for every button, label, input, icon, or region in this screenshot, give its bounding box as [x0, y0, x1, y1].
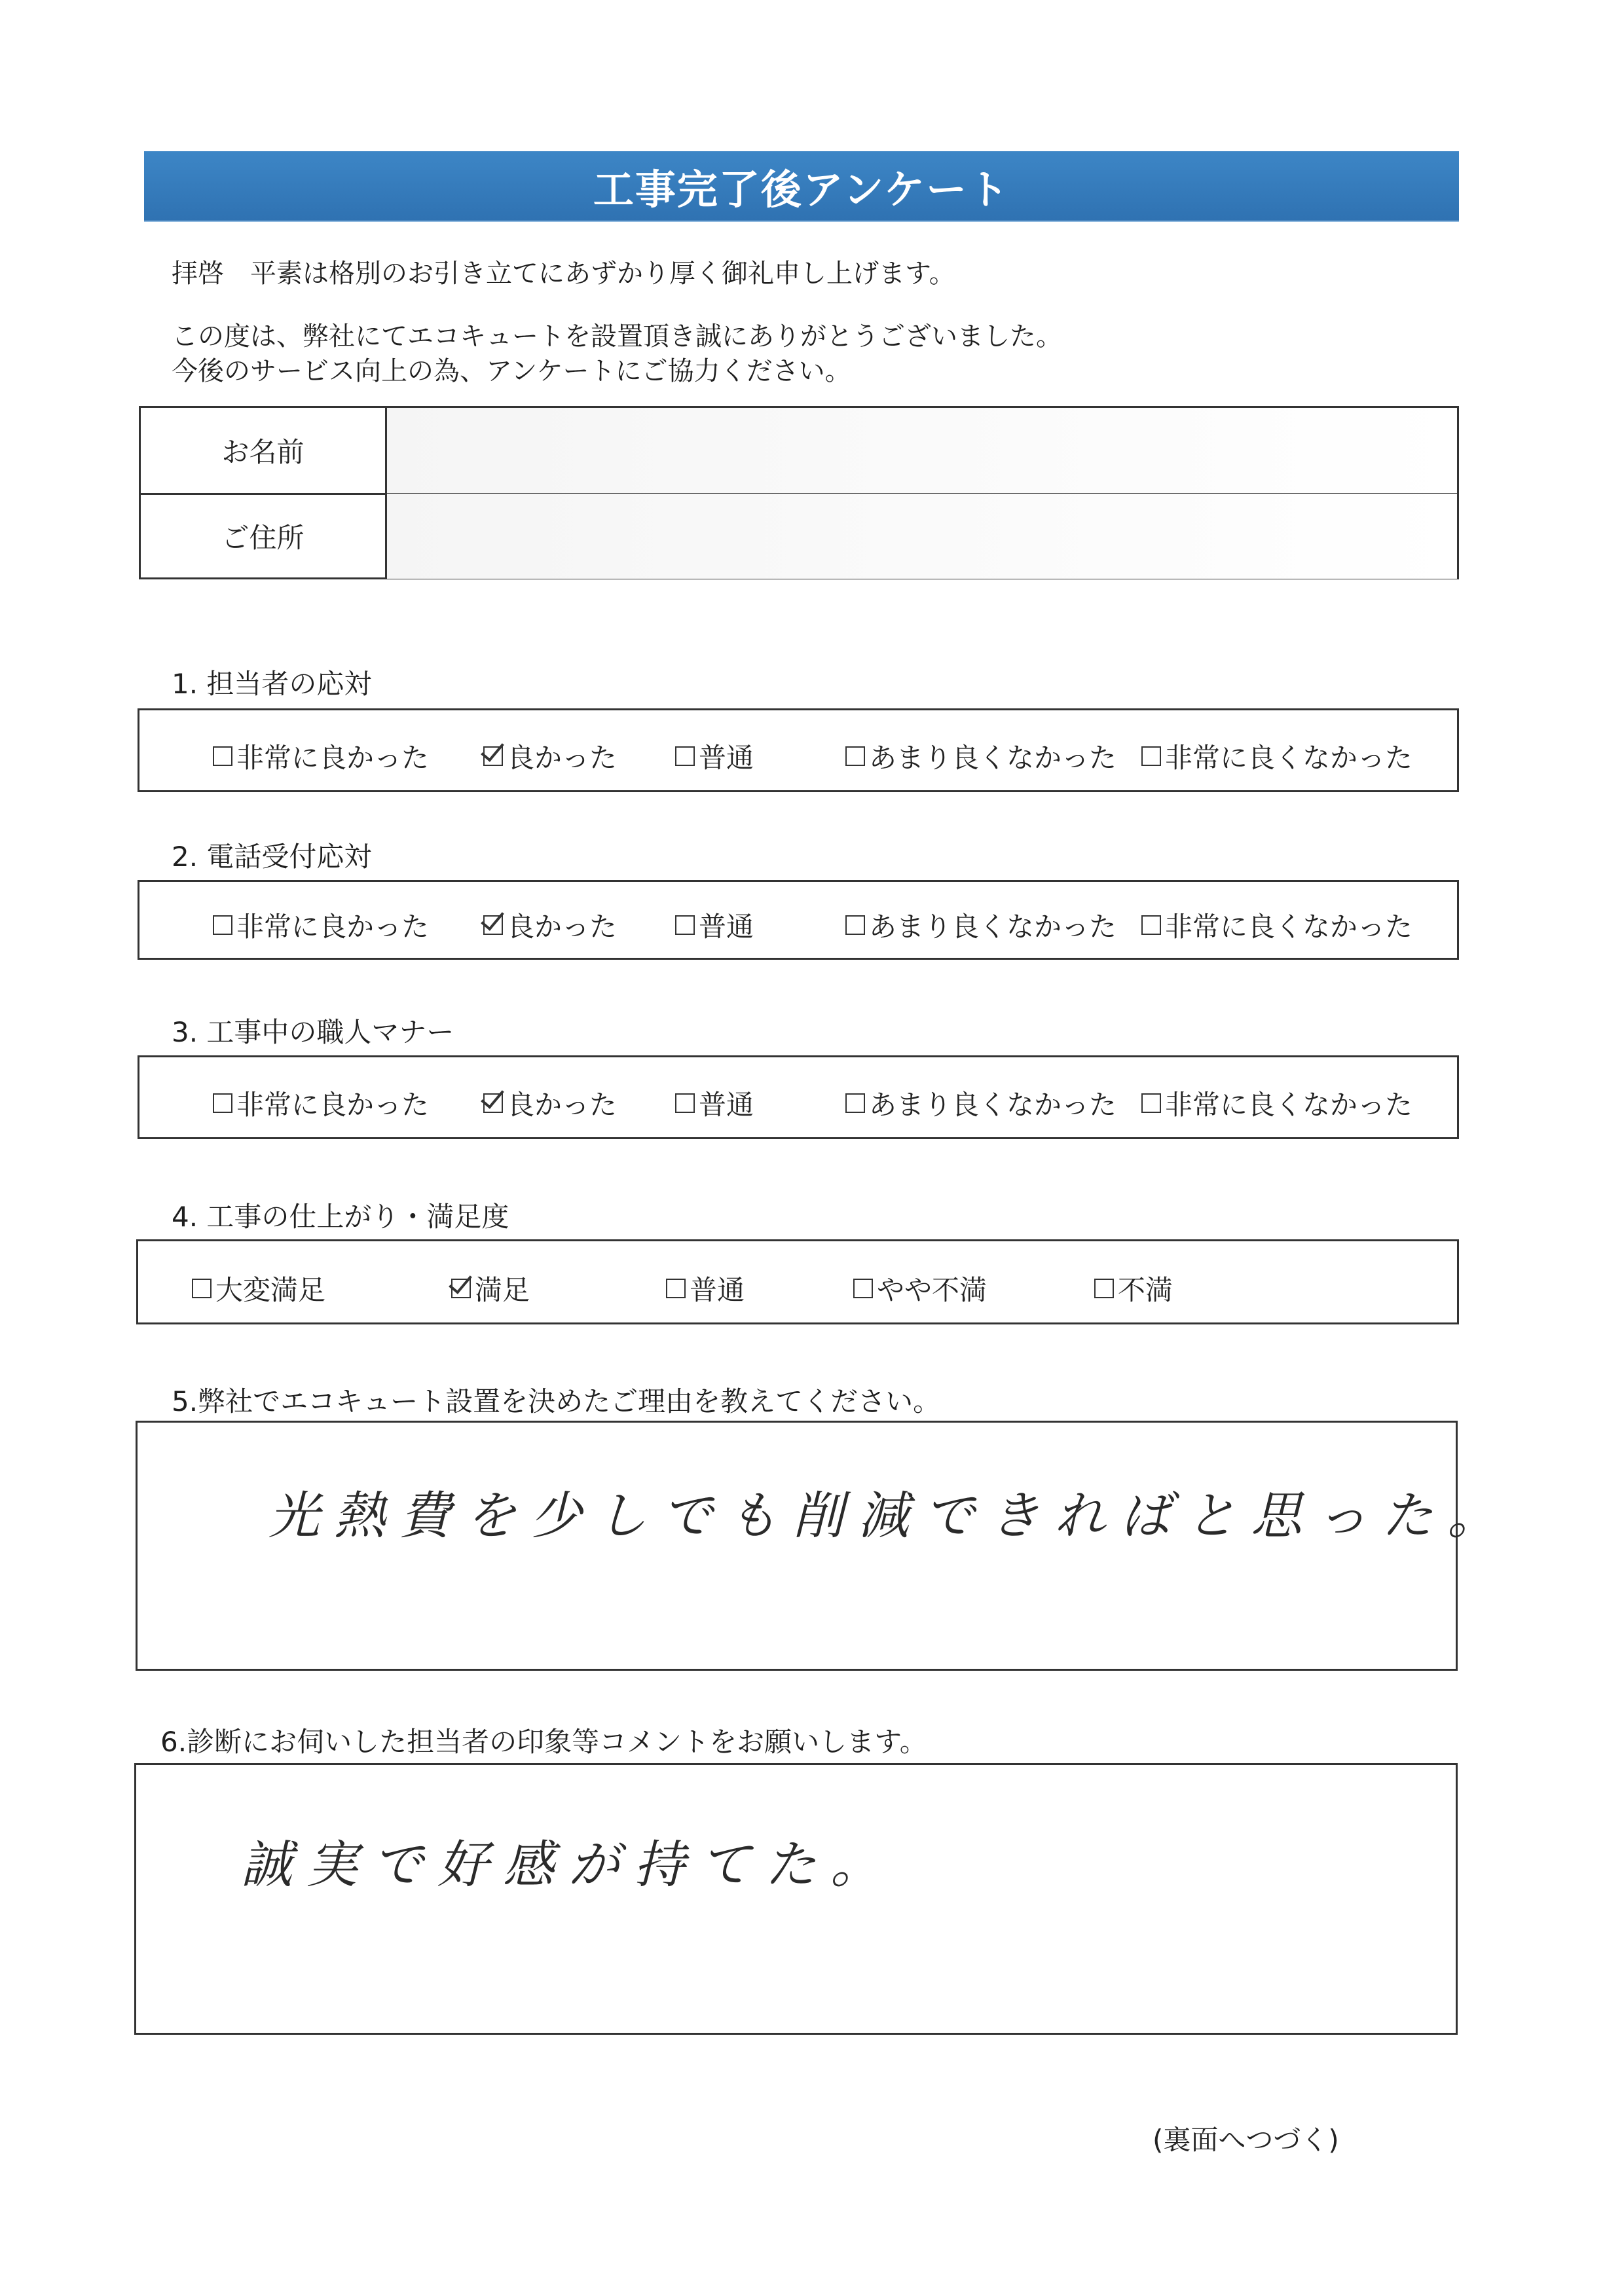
q2-option-1[interactable]: 非常に良かった	[213, 905, 429, 945]
q1-option-1[interactable]: 非常に良かった	[213, 737, 429, 776]
question-5-title: 5.弊社でエコキュート設置を決めたご理由を教えてください。	[172, 1385, 941, 1417]
question-4-title: 4. 工事の仕上がり・満足度	[172, 1201, 509, 1233]
q3-option-4[interactable]: あまり良くなかった	[845, 1084, 1116, 1123]
address-row	[141, 494, 1457, 579]
checkbox-icon[interactable]	[192, 1279, 212, 1298]
q1-option-4[interactable]: あまり良くなかった	[845, 737, 1116, 776]
question-3-title: 3. 工事中の職人マナー	[172, 1016, 454, 1048]
question-1-title: 1. 担当者の応対	[172, 668, 372, 700]
checkbox-icon[interactable]	[1094, 1279, 1114, 1298]
address-label: ご住所	[141, 494, 387, 579]
name-label: お名前	[141, 408, 387, 493]
q4-option-1[interactable]: 大変満足	[192, 1269, 325, 1308]
intro-thanks: この度は、弊社にてエコキュートを設置頂き誠にありがとうございました。	[172, 321, 1062, 352]
q1-option-5[interactable]: 非常に良くなかった	[1141, 737, 1412, 776]
checkbox-checked-icon[interactable]	[483, 746, 503, 766]
checkbox-icon[interactable]	[213, 746, 232, 766]
q3-option-2[interactable]: 良かった	[483, 1084, 617, 1123]
q4-option-2[interactable]: 満足	[451, 1269, 530, 1308]
q3-option-5[interactable]: 非常に良くなかった	[1141, 1084, 1412, 1123]
intro-greeting: 拝啓 平素は格別のお引き立てにあずかり厚く御礼申し上げます。	[172, 259, 955, 289]
q2-option-4[interactable]: あまり良くなかった	[845, 905, 1116, 945]
q3-option-1[interactable]: 非常に良かった	[213, 1084, 429, 1123]
q4-option-3[interactable]: 普通	[666, 1269, 745, 1308]
checkbox-icon[interactable]	[1141, 746, 1161, 766]
title-banner	[144, 151, 1459, 221]
page-title: 工事完了後アンケート	[593, 165, 1010, 213]
checkbox-icon[interactable]	[213, 1093, 232, 1113]
customer-info-table	[139, 406, 1459, 579]
question-1-options	[138, 708, 1459, 792]
q1-option-3[interactable]: 普通	[675, 737, 754, 776]
name-field[interactable]	[387, 408, 1457, 493]
question-4-options	[136, 1239, 1459, 1324]
question-6-answer-box[interactable]	[134, 1763, 1458, 2035]
q4-option-5[interactable]: 不満	[1094, 1269, 1173, 1308]
continued-on-back-note: (裏面へつづく)	[1153, 2124, 1339, 2156]
checkbox-icon[interactable]	[845, 1093, 865, 1113]
checkbox-icon[interactable]	[845, 746, 865, 766]
question-3-options	[138, 1055, 1459, 1139]
question-5-answer: 光熱費を少しでも削減できればと思った。	[268, 1487, 1513, 1546]
q4-option-4[interactable]: やや不満	[853, 1269, 987, 1308]
address-field[interactable]	[387, 494, 1457, 579]
checkbox-icon[interactable]	[675, 746, 695, 766]
checkbox-icon[interactable]	[675, 1093, 695, 1113]
checkbox-icon[interactable]	[675, 915, 695, 935]
name-row	[141, 408, 1457, 495]
checkbox-icon[interactable]	[853, 1279, 873, 1298]
question-6-answer: 誠実で好感が持てた。	[241, 1836, 896, 1895]
q2-option-2[interactable]: 良かった	[483, 905, 617, 945]
question-5-answer-box[interactable]	[136, 1421, 1513, 1671]
q2-option-3[interactable]: 普通	[675, 905, 754, 945]
q1-option-2[interactable]: 良かった	[483, 737, 617, 776]
checkbox-checked-icon[interactable]	[451, 1279, 471, 1298]
checkbox-icon[interactable]	[213, 915, 232, 935]
question-6-title: 6.診断にお伺いした担当者の印象等コメントをお願いします。	[160, 1726, 927, 1758]
q2-option-5[interactable]: 非常に良くなかった	[1141, 905, 1412, 945]
checkbox-checked-icon[interactable]	[483, 1093, 503, 1113]
q3-option-3[interactable]: 普通	[675, 1084, 754, 1123]
question-2-title: 2. 電話受付応対	[172, 841, 372, 873]
intro-request: 今後のサービス向上の為、アンケートにご協力ください。	[172, 356, 851, 386]
checkbox-icon[interactable]	[1141, 915, 1161, 935]
checkbox-checked-icon[interactable]	[483, 915, 503, 935]
question-2-options	[138, 880, 1459, 960]
checkbox-icon[interactable]	[666, 1279, 686, 1298]
checkbox-icon[interactable]	[845, 915, 865, 935]
checkbox-icon[interactable]	[1141, 1093, 1161, 1113]
